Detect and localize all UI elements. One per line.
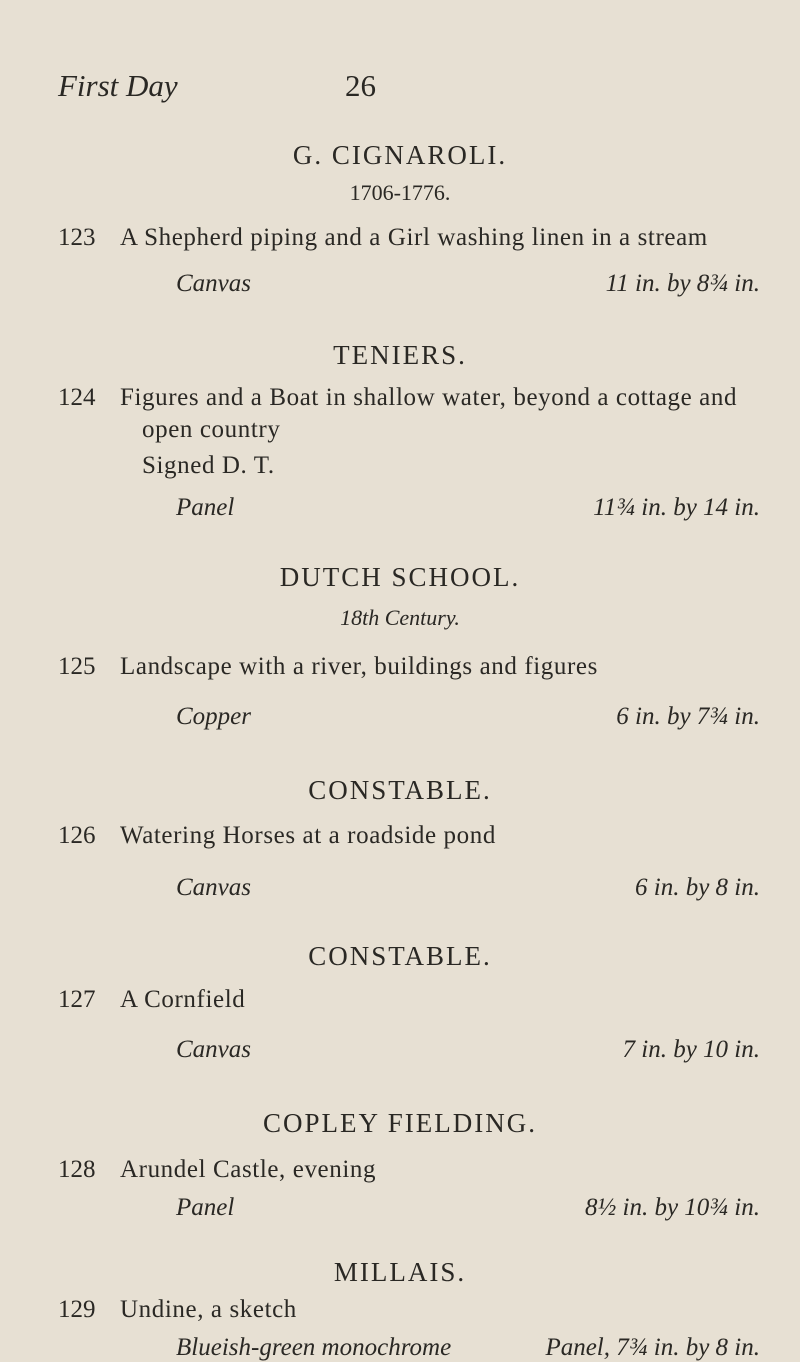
lot-signature: Signed D. T. xyxy=(142,452,275,479)
lot-medium: Canvas xyxy=(176,1036,251,1063)
lot-number: 125 xyxy=(58,653,96,680)
artist-dates: 18th Century. xyxy=(340,605,460,630)
lot-number: 127 xyxy=(58,986,96,1013)
lot-dimensions: 6 in. by 8 in. xyxy=(635,874,760,901)
artist-name: G. CIGNAROLI. xyxy=(292,140,508,170)
lot-medium: Canvas xyxy=(176,270,251,297)
lot-number: 129 xyxy=(58,1296,96,1323)
artist-name: MILLAIS. xyxy=(333,1257,467,1287)
lot-dimensions: 8½ in. by 10¾ in. xyxy=(585,1194,760,1221)
artist-dates: 1706-1776. xyxy=(349,180,451,205)
lot-title: Arundel Castle, evening xyxy=(120,1156,377,1183)
lot-dimensions: 6 in. by 7¾ in. xyxy=(616,703,760,730)
lot-dimensions: Panel, 7¾ in. by 8 in. xyxy=(545,1334,760,1361)
artist-name: CONSTABLE. xyxy=(308,941,492,971)
running-header-section: First Day xyxy=(58,68,178,103)
lot-title: A Shepherd piping and a Girl washing linen in a stream xyxy=(120,224,708,251)
artist-name: COPLEY FIELDING. xyxy=(263,1108,537,1138)
lot-title: Watering Horses at a roadside pond xyxy=(120,822,496,849)
lot-dimensions: 11¾ in. by 14 in. xyxy=(593,494,760,521)
lot-medium: Blueish-green monochrome xyxy=(176,1334,452,1361)
lot-medium: Canvas xyxy=(176,874,251,901)
lot-medium: Panel xyxy=(176,1194,235,1221)
lot-number: 128 xyxy=(58,1156,96,1183)
artist-name: DUTCH SCHOOL. xyxy=(279,562,521,592)
lot-title: Undine, a sketch xyxy=(120,1296,297,1323)
lot-number: 123 xyxy=(58,224,96,251)
lot-title: Landscape with a river, buildings and figures xyxy=(120,653,598,680)
lot-title: A Cornfield xyxy=(120,986,246,1013)
lot-medium: Panel xyxy=(176,494,235,521)
lot-title: Figures and a Boat in shallow water, beyond a cottage and xyxy=(120,384,738,411)
artist-name: CONSTABLE. xyxy=(308,775,492,805)
page-number: 26 xyxy=(345,68,376,103)
lot-medium: Copper xyxy=(176,703,251,730)
lot-dimensions: 7 in. by 10 in. xyxy=(622,1036,760,1063)
lot-dimensions: 11 in. by 8¾ in. xyxy=(605,270,760,297)
artist-name: TENIERS. xyxy=(333,340,467,370)
lot-number: 126 xyxy=(58,822,96,849)
lot-title-continued: open country xyxy=(142,416,281,443)
lot-number: 124 xyxy=(58,384,96,411)
